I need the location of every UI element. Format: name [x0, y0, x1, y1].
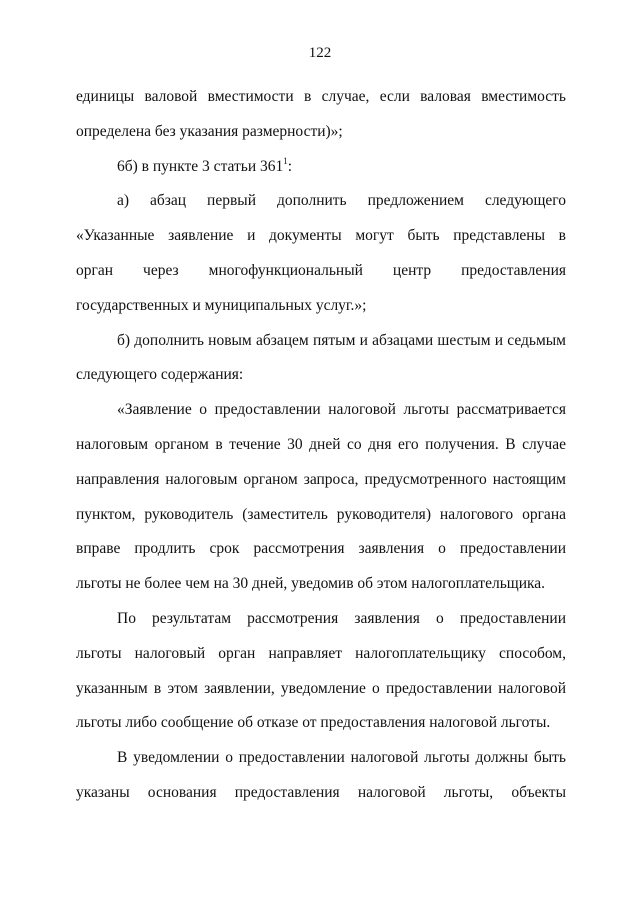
text-line: государственных и муниципальных услуг.»; — [76, 296, 367, 314]
text-line: пунктом, руководитель (заместитель руководителя) налогового органа — [76, 505, 566, 523]
text-line: «Заявление о предоставлении налоговой льготы рассматривается — [117, 401, 566, 419]
text-line: следующего содержания: — [76, 366, 244, 384]
text-line: «Указанные заявление и документы могут быть представлены в — [76, 227, 566, 245]
text-line: направления налоговым органом запроса, предусмотренного настоящим — [76, 470, 566, 488]
document-body — [76, 80, 566, 811]
text-line: орган через многофункциональный центр предоставления — [76, 261, 566, 279]
text-line: б) дополнить новым абзацем пятым и абзацами шестым и седьмым — [117, 331, 566, 349]
text-line: льготы либо сообщение об отказе от предоставления налоговой льготы. — [76, 714, 551, 732]
text-line: вправе продлить срок рассмотрения заявления о предоставлении — [76, 540, 566, 558]
text-line: 6б) в пункте 3 статьи $361^1$: — [117, 155, 293, 175]
text-line: налоговым органом в течение 30 дней со дня его получения. В случае — [76, 435, 566, 453]
text-line: В уведомлении о предоставлении налоговой льготы должны быть — [117, 749, 566, 767]
text-line: единицы валовой вместимости в случае, если валовая вместимость — [76, 88, 566, 105]
page-number: 122 — [308, 45, 332, 61]
text-line: указаны основания предоставления налоговой льготы, объекты — [76, 783, 566, 801]
text-line: По результатам рассмотрения заявления о предоставлении — [117, 609, 566, 627]
text-line: определена без указания размерности)»; — [76, 122, 343, 140]
text-line: а) абзац первый дополнить предложением следующего — [117, 192, 566, 210]
text-line: льготы не более чем на 30 дней, уведомив об этом налогоплательщика. — [76, 575, 546, 593]
text-line: указанным в этом заявлении, уведомление о предоставлении налоговой — [76, 679, 566, 697]
text-line: льготы налоговый орган направляет налогоплательщику способом, — [76, 644, 566, 662]
superscript: 1 — [283, 155, 288, 166]
